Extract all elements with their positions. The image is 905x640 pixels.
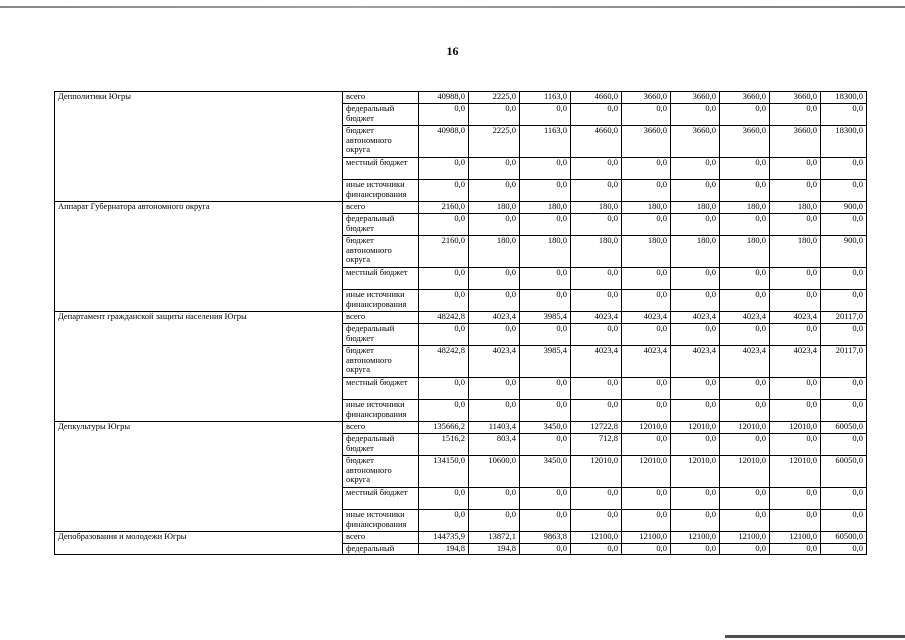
amount-cell: 0,0 xyxy=(520,158,571,180)
amount-cell: 900,0 xyxy=(821,236,867,268)
amount-cell: 0,0 xyxy=(571,544,622,555)
amount-cell: 0,0 xyxy=(720,180,770,202)
amount-cell: 0,0 xyxy=(622,180,671,202)
amount-cell: 0,0 xyxy=(622,214,671,236)
funding-source-federal: федеральный бюджет xyxy=(343,104,419,126)
amount-cell: 0,0 xyxy=(821,400,867,422)
table-row xyxy=(55,312,867,324)
amount-cell: 0,0 xyxy=(770,268,821,290)
amount-cell: 0,0 xyxy=(622,324,671,346)
amount-cell: 3660,0 xyxy=(770,92,821,104)
amount-cell: 0,0 xyxy=(720,544,770,555)
amount-cell: 0,0 xyxy=(622,510,671,532)
amount-cell: 0,0 xyxy=(821,104,867,126)
amount-cell: 2160,0 xyxy=(419,236,469,268)
amount-cell: 3660,0 xyxy=(671,92,720,104)
amount-cell: 180,0 xyxy=(571,236,622,268)
funding-source-federal: федеральный бюджет xyxy=(343,214,419,236)
amount-cell: 3450,0 xyxy=(520,422,571,434)
amount-cell: 11403,4 xyxy=(469,422,520,434)
amount-cell: 12010,0 xyxy=(671,456,720,488)
amount-cell: 0,0 xyxy=(720,104,770,126)
amount-cell: 0,0 xyxy=(770,434,821,456)
amount-cell: 4023,4 xyxy=(720,346,770,378)
amount-cell: 12010,0 xyxy=(571,456,622,488)
funding-source-okrug: бюджет автономного округа xyxy=(343,456,419,488)
amount-cell: 0,0 xyxy=(720,268,770,290)
funding-source-federal: федеральный бюджет xyxy=(343,434,419,456)
amount-cell: 3985,4 xyxy=(520,312,571,324)
scan-artifact-corner xyxy=(725,635,905,638)
amount-cell: 0,0 xyxy=(520,180,571,202)
budget-table xyxy=(54,91,867,555)
amount-cell: 0,0 xyxy=(622,400,671,422)
amount-cell: 0,0 xyxy=(720,488,770,510)
amount-cell: 0,0 xyxy=(520,434,571,456)
amount-cell: 0,0 xyxy=(821,324,867,346)
amount-cell: 0,0 xyxy=(469,104,520,126)
amount-cell: 180,0 xyxy=(520,202,571,214)
amount-cell: 135666,2 xyxy=(419,422,469,434)
amount-cell: 0,0 xyxy=(622,544,671,555)
amount-cell: 4023,4 xyxy=(469,312,520,324)
amount-cell: 0,0 xyxy=(821,268,867,290)
amount-cell: 4023,4 xyxy=(571,312,622,324)
amount-cell: 0,0 xyxy=(419,268,469,290)
amount-cell: 0,0 xyxy=(720,510,770,532)
amount-cell: 0,0 xyxy=(671,268,720,290)
amount-cell: 0,0 xyxy=(770,400,821,422)
amount-cell: 0,0 xyxy=(469,158,520,180)
funding-source-local: местный бюджет xyxy=(343,268,419,290)
amount-cell: 0,0 xyxy=(520,378,571,400)
amount-cell: 0,0 xyxy=(770,214,821,236)
amount-cell: 4023,4 xyxy=(469,346,520,378)
amount-cell: 4023,4 xyxy=(571,346,622,378)
funding-source-federal-cut: федеральный xyxy=(343,544,419,555)
funding-source-local: местный бюджет xyxy=(343,488,419,510)
scan-artifact-line xyxy=(0,6,905,8)
amount-cell: 180,0 xyxy=(469,236,520,268)
amount-cell: 0,0 xyxy=(520,290,571,312)
amount-cell: 3660,0 xyxy=(720,92,770,104)
amount-cell: 180,0 xyxy=(520,236,571,268)
amount-cell: 0,0 xyxy=(720,434,770,456)
amount-cell: 12722,8 xyxy=(571,422,622,434)
amount-cell: 0,0 xyxy=(671,434,720,456)
amount-cell: 180,0 xyxy=(770,236,821,268)
amount-cell: 0,0 xyxy=(469,510,520,532)
funding-source-other: иные источники финансирования xyxy=(343,400,419,422)
amount-cell: 12010,0 xyxy=(720,422,770,434)
amount-cell: 20117,0 xyxy=(821,312,867,324)
amount-cell: 60500,0 xyxy=(821,532,867,544)
amount-cell: 0,0 xyxy=(821,378,867,400)
amount-cell: 0,0 xyxy=(821,488,867,510)
amount-cell: 4023,4 xyxy=(720,312,770,324)
amount-cell: 1516,2 xyxy=(419,434,469,456)
amount-cell: 144735,9 xyxy=(419,532,469,544)
funding-source-okrug: бюджет автономного округа xyxy=(343,236,419,268)
department-name: Депобразования и молодежи Югры xyxy=(55,532,343,555)
amount-cell: 12100,0 xyxy=(571,532,622,544)
amount-cell: 0,0 xyxy=(520,324,571,346)
amount-cell: 3660,0 xyxy=(622,92,671,104)
amount-cell: 0,0 xyxy=(419,510,469,532)
amount-cell: 12100,0 xyxy=(671,532,720,544)
amount-cell: 0,0 xyxy=(821,510,867,532)
amount-cell: 180,0 xyxy=(720,202,770,214)
funding-source-local: местный бюджет xyxy=(343,158,419,180)
amount-cell: 0,0 xyxy=(571,510,622,532)
amount-cell: 0,0 xyxy=(671,510,720,532)
amount-cell: 180,0 xyxy=(622,236,671,268)
amount-cell: 0,0 xyxy=(821,544,867,555)
amount-cell: 180,0 xyxy=(469,202,520,214)
amount-cell: 0,0 xyxy=(520,268,571,290)
amount-cell: 0,0 xyxy=(622,488,671,510)
department-name: Департамент гражданской защиты населения Югры xyxy=(55,312,343,422)
amount-cell: 0,0 xyxy=(720,158,770,180)
amount-cell: 0,0 xyxy=(671,290,720,312)
amount-cell: 0,0 xyxy=(419,378,469,400)
amount-cell: 0,0 xyxy=(419,104,469,126)
amount-cell: 0,0 xyxy=(469,488,520,510)
amount-cell: 3660,0 xyxy=(671,126,720,158)
amount-cell: 180,0 xyxy=(622,202,671,214)
amount-cell: 0,0 xyxy=(720,214,770,236)
amount-cell: 0,0 xyxy=(770,290,821,312)
amount-cell: 2160,0 xyxy=(419,202,469,214)
amount-cell: 0,0 xyxy=(520,214,571,236)
amount-cell: 180,0 xyxy=(671,202,720,214)
amount-cell: 0,0 xyxy=(770,488,821,510)
amount-cell: 12100,0 xyxy=(720,532,770,544)
amount-cell: 0,0 xyxy=(671,324,720,346)
amount-cell: 0,0 xyxy=(571,158,622,180)
amount-cell: 0,0 xyxy=(770,544,821,555)
amount-cell: 9863,8 xyxy=(520,532,571,544)
amount-cell: 0,0 xyxy=(419,214,469,236)
amount-cell: 0,0 xyxy=(671,104,720,126)
amount-cell: 0,0 xyxy=(622,104,671,126)
amount-cell: 0,0 xyxy=(571,488,622,510)
amount-cell: 0,0 xyxy=(520,104,571,126)
amount-cell: 180,0 xyxy=(770,202,821,214)
funding-source-total: всего xyxy=(343,92,419,104)
funding-source-total: всего xyxy=(343,422,419,434)
amount-cell: 18300,0 xyxy=(821,126,867,158)
department-name: Аппарат Губернатора автономного округа xyxy=(55,202,343,312)
amount-cell: 0,0 xyxy=(571,400,622,422)
amount-cell: 0,0 xyxy=(671,214,720,236)
amount-cell: 0,0 xyxy=(821,180,867,202)
amount-cell: 2225,0 xyxy=(469,126,520,158)
funding-source-total: всего xyxy=(343,202,419,214)
amount-cell: 0,0 xyxy=(622,434,671,456)
amount-cell: 12010,0 xyxy=(622,422,671,434)
amount-cell: 0,0 xyxy=(720,378,770,400)
amount-cell: 0,0 xyxy=(821,158,867,180)
amount-cell: 60050,0 xyxy=(821,456,867,488)
amount-cell: 0,0 xyxy=(671,400,720,422)
funding-source-local: местный бюджет xyxy=(343,378,419,400)
amount-cell: 48242,8 xyxy=(419,346,469,378)
amount-cell: 0,0 xyxy=(671,544,720,555)
amount-cell: 0,0 xyxy=(571,180,622,202)
amount-cell: 4023,4 xyxy=(671,312,720,324)
amount-cell: 900,0 xyxy=(821,202,867,214)
amount-cell: 0,0 xyxy=(821,290,867,312)
budget-table-body xyxy=(55,92,867,555)
amount-cell: 0,0 xyxy=(419,158,469,180)
amount-cell: 4023,4 xyxy=(622,346,671,378)
amount-cell: 0,0 xyxy=(622,378,671,400)
table-row xyxy=(55,532,867,544)
amount-cell: 0,0 xyxy=(622,268,671,290)
amount-cell: 10600,0 xyxy=(469,456,520,488)
amount-cell: 4023,4 xyxy=(622,312,671,324)
amount-cell: 0,0 xyxy=(469,378,520,400)
funding-source-other: иные источники финансирования xyxy=(343,290,419,312)
amount-cell: 0,0 xyxy=(571,104,622,126)
amount-cell: 0,0 xyxy=(469,214,520,236)
amount-cell: 4660,0 xyxy=(571,126,622,158)
amount-cell: 0,0 xyxy=(469,400,520,422)
amount-cell: 12010,0 xyxy=(671,422,720,434)
amount-cell: 12010,0 xyxy=(622,456,671,488)
amount-cell: 0,0 xyxy=(520,400,571,422)
amount-cell: 0,0 xyxy=(469,180,520,202)
amount-cell: 0,0 xyxy=(419,290,469,312)
amount-cell: 0,0 xyxy=(419,324,469,346)
amount-cell: 0,0 xyxy=(770,104,821,126)
funding-source-okrug: бюджет автономного округа xyxy=(343,346,419,378)
amount-cell: 180,0 xyxy=(571,202,622,214)
amount-cell: 0,0 xyxy=(571,378,622,400)
amount-cell: 0,0 xyxy=(520,488,571,510)
amount-cell: 0,0 xyxy=(419,400,469,422)
amount-cell: 3660,0 xyxy=(720,126,770,158)
amount-cell: 0,0 xyxy=(770,510,821,532)
amount-cell: 194,8 xyxy=(469,544,520,555)
amount-cell: 0,0 xyxy=(671,488,720,510)
amount-cell: 0,0 xyxy=(770,324,821,346)
amount-cell: 712,8 xyxy=(571,434,622,456)
amount-cell: 12010,0 xyxy=(720,456,770,488)
amount-cell: 0,0 xyxy=(821,434,867,456)
amount-cell: 1163,0 xyxy=(520,92,571,104)
amount-cell: 3450,0 xyxy=(520,456,571,488)
table-row xyxy=(55,92,867,104)
amount-cell: 0,0 xyxy=(520,510,571,532)
funding-source-other: иные источники финансирования xyxy=(343,510,419,532)
amount-cell: 1163,0 xyxy=(520,126,571,158)
amount-cell: 0,0 xyxy=(770,378,821,400)
amount-cell: 3660,0 xyxy=(622,126,671,158)
funding-source-total: всего xyxy=(343,312,419,324)
amount-cell: 0,0 xyxy=(622,290,671,312)
amount-cell: 0,0 xyxy=(469,324,520,346)
amount-cell: 0,0 xyxy=(520,544,571,555)
amount-cell: 194,8 xyxy=(419,544,469,555)
amount-cell: 4023,4 xyxy=(770,312,821,324)
amount-cell: 60050,0 xyxy=(821,422,867,434)
amount-cell: 48242,8 xyxy=(419,312,469,324)
department-name: Депкультуры Югры xyxy=(55,422,343,532)
amount-cell: 3985,4 xyxy=(520,346,571,378)
amount-cell: 0,0 xyxy=(622,158,671,180)
department-name: Депполитики Югры xyxy=(55,92,343,202)
amount-cell: 803,4 xyxy=(469,434,520,456)
amount-cell: 12010,0 xyxy=(770,422,821,434)
amount-cell: 2225,0 xyxy=(469,92,520,104)
amount-cell: 0,0 xyxy=(419,180,469,202)
funding-source-total: всего xyxy=(343,532,419,544)
amount-cell: 0,0 xyxy=(821,214,867,236)
funding-source-okrug: бюджет автономного округа xyxy=(343,126,419,158)
funding-source-other: иные источники финансирования xyxy=(343,180,419,202)
amount-cell: 134150,0 xyxy=(419,456,469,488)
amount-cell: 4023,4 xyxy=(671,346,720,378)
table-row xyxy=(55,202,867,214)
amount-cell: 13872,1 xyxy=(469,532,520,544)
amount-cell: 4660,0 xyxy=(571,92,622,104)
amount-cell: 180,0 xyxy=(720,236,770,268)
amount-cell: 0,0 xyxy=(720,400,770,422)
table-row xyxy=(55,422,867,434)
amount-cell: 12100,0 xyxy=(622,532,671,544)
amount-cell: 3660,0 xyxy=(770,126,821,158)
amount-cell: 40988,0 xyxy=(419,126,469,158)
amount-cell: 0,0 xyxy=(770,180,821,202)
amount-cell: 0,0 xyxy=(770,158,821,180)
amount-cell: 0,0 xyxy=(671,158,720,180)
amount-cell: 40988,0 xyxy=(419,92,469,104)
amount-cell: 0,0 xyxy=(469,268,520,290)
amount-cell: 12100,0 xyxy=(770,532,821,544)
amount-cell: 18300,0 xyxy=(821,92,867,104)
amount-cell: 0,0 xyxy=(571,290,622,312)
amount-cell: 0,0 xyxy=(720,324,770,346)
page-number: 16 xyxy=(446,44,459,58)
funding-source-federal: федеральный бюджет xyxy=(343,324,419,346)
amount-cell: 20117,0 xyxy=(821,346,867,378)
amount-cell: 180,0 xyxy=(671,236,720,268)
amount-cell: 0,0 xyxy=(419,488,469,510)
amount-cell: 0,0 xyxy=(571,324,622,346)
amount-cell: 4023,4 xyxy=(770,346,821,378)
amount-cell: 0,0 xyxy=(671,378,720,400)
amount-cell: 0,0 xyxy=(571,268,622,290)
amount-cell: 0,0 xyxy=(671,180,720,202)
amount-cell: 12010,0 xyxy=(770,456,821,488)
amount-cell: 0,0 xyxy=(469,290,520,312)
amount-cell: 0,0 xyxy=(571,214,622,236)
amount-cell: 0,0 xyxy=(720,290,770,312)
